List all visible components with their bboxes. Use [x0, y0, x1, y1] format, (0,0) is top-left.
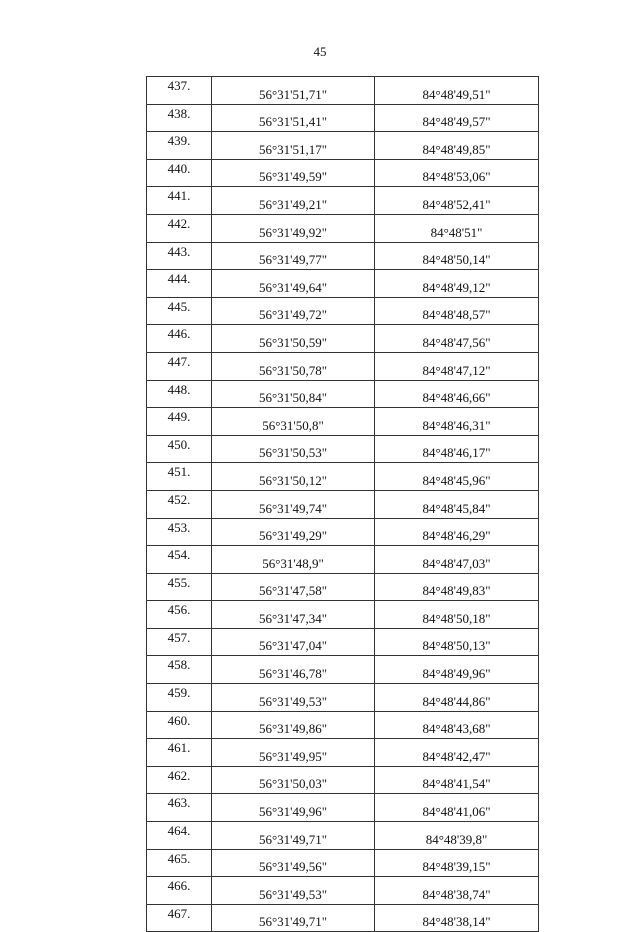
table-row	[147, 490, 539, 518]
latitude-cell: 56°31'46,78"	[212, 656, 375, 684]
table-row	[147, 573, 539, 601]
point-number-cell: 467.	[147, 904, 212, 932]
latitude-cell: 56°31'51,41"	[212, 104, 375, 132]
longitude-cell: 84°48'50,14"	[375, 242, 539, 270]
latitude-cell: 56°31'47,58"	[212, 573, 375, 601]
table-row	[147, 77, 539, 105]
point-number-cell: 461.	[147, 739, 212, 767]
latitude-cell: 56°31'50,8"	[212, 408, 375, 436]
longitude-cell: 84°48'44,86"	[375, 684, 539, 712]
longitude-cell: 84°48'48,57"	[375, 297, 539, 325]
point-number-cell: 451.	[147, 463, 212, 491]
point-number-cell: 450.	[147, 435, 212, 463]
table-row	[147, 352, 539, 380]
point-number-cell: 440.	[147, 159, 212, 187]
latitude-cell: 56°31'49,53"	[212, 877, 375, 905]
point-number-cell: 448.	[147, 380, 212, 408]
latitude-cell: 56°31'49,64"	[212, 270, 375, 298]
longitude-cell: 84°48'46,17"	[375, 435, 539, 463]
point-number-cell: 465.	[147, 849, 212, 877]
page-number: 45	[313, 44, 327, 59]
table-row	[147, 380, 539, 408]
table-row	[147, 435, 539, 463]
longitude-cell: 84°48'49,57"	[375, 104, 539, 132]
point-number-cell: 438.	[147, 104, 212, 132]
table-row	[147, 159, 539, 187]
table-row	[147, 711, 539, 739]
longitude-cell: 84°48'42,47"	[375, 739, 539, 767]
table-row	[147, 656, 539, 684]
longitude-cell: 84°48'51"	[375, 214, 539, 242]
table-row	[147, 628, 539, 656]
longitude-cell: 84°48'41,54"	[375, 766, 539, 794]
point-number-cell: 459.	[147, 684, 212, 712]
table-row	[147, 518, 539, 546]
longitude-cell: 84°48'39,15"	[375, 849, 539, 877]
point-number-cell: 462.	[147, 766, 212, 794]
point-number-cell: 446.	[147, 325, 212, 353]
longitude-cell: 84°48'49,96"	[375, 656, 539, 684]
point-number-cell: 439.	[147, 132, 212, 160]
longitude-cell: 84°48'49,83"	[375, 573, 539, 601]
latitude-cell: 56°31'49,92"	[212, 214, 375, 242]
longitude-cell: 84°48'49,12"	[375, 270, 539, 298]
table-row	[147, 766, 539, 794]
table-row	[147, 214, 539, 242]
latitude-cell: 56°31'47,04"	[212, 628, 375, 656]
longitude-cell: 84°48'45,84"	[375, 490, 539, 518]
latitude-cell: 56°31'49,77"	[212, 242, 375, 270]
point-number-cell: 447.	[147, 352, 212, 380]
latitude-cell: 56°31'49,96"	[212, 794, 375, 822]
point-number-cell: 463.	[147, 794, 212, 822]
point-number-cell: 466.	[147, 877, 212, 905]
latitude-cell: 56°31'49,95"	[212, 739, 375, 767]
table-row	[147, 794, 539, 822]
table-row	[147, 904, 539, 932]
point-number-cell: 458.	[147, 656, 212, 684]
longitude-cell: 84°48'47,12"	[375, 352, 539, 380]
longitude-cell: 84°48'53,06"	[375, 159, 539, 187]
point-number-cell: 444.	[147, 270, 212, 298]
longitude-cell: 84°48'46,66"	[375, 380, 539, 408]
latitude-cell: 56°31'50,53"	[212, 435, 375, 463]
table-row	[147, 297, 539, 325]
point-number-cell: 445.	[147, 297, 212, 325]
latitude-cell: 56°31'50,84"	[212, 380, 375, 408]
point-number-cell: 437.	[147, 77, 212, 105]
latitude-cell: 56°31'49,59"	[212, 159, 375, 187]
latitude-cell: 56°31'48,9"	[212, 546, 375, 574]
longitude-cell: 84°48'46,29"	[375, 518, 539, 546]
longitude-cell: 84°48'52,41"	[375, 187, 539, 215]
longitude-cell: 84°48'49,51"	[375, 77, 539, 105]
point-number-cell: 453.	[147, 518, 212, 546]
latitude-cell: 56°31'47,34"	[212, 601, 375, 629]
table-row	[147, 408, 539, 436]
latitude-cell: 56°31'49,71"	[212, 822, 375, 850]
latitude-cell: 56°31'49,29"	[212, 518, 375, 546]
point-number-cell: 454.	[147, 546, 212, 574]
table-row	[147, 822, 539, 850]
table-row	[147, 104, 539, 132]
table-row	[147, 684, 539, 712]
latitude-cell: 56°31'49,21"	[212, 187, 375, 215]
table-row	[147, 877, 539, 905]
table-row	[147, 187, 539, 215]
latitude-cell: 56°31'49,53"	[212, 684, 375, 712]
point-number-cell: 449.	[147, 408, 212, 436]
latitude-cell: 56°31'49,56"	[212, 849, 375, 877]
longitude-cell: 84°48'39,8"	[375, 822, 539, 850]
coordinates-table-body	[147, 77, 539, 932]
point-number-cell: 456.	[147, 601, 212, 629]
point-number-cell: 443.	[147, 242, 212, 270]
longitude-cell: 84°48'45,96"	[375, 463, 539, 491]
latitude-cell: 56°31'50,12"	[212, 463, 375, 491]
table-row	[147, 325, 539, 353]
point-number-cell: 442.	[147, 214, 212, 242]
latitude-cell: 56°31'50,78"	[212, 352, 375, 380]
table-row	[147, 463, 539, 491]
longitude-cell: 84°48'38,14"	[375, 904, 539, 932]
point-number-cell: 460.	[147, 711, 212, 739]
longitude-cell: 84°48'50,18"	[375, 601, 539, 629]
latitude-cell: 56°31'50,59"	[212, 325, 375, 353]
longitude-cell: 84°48'43,68"	[375, 711, 539, 739]
longitude-cell: 84°48'50,13"	[375, 628, 539, 656]
table-row	[147, 242, 539, 270]
latitude-cell: 56°31'51,71"	[212, 77, 375, 105]
latitude-cell: 56°31'50,03"	[212, 766, 375, 794]
point-number-cell: 455.	[147, 573, 212, 601]
longitude-cell: 84°48'47,03"	[375, 546, 539, 574]
longitude-cell: 84°48'49,85"	[375, 132, 539, 160]
longitude-cell: 84°48'47,56"	[375, 325, 539, 353]
point-number-cell: 464.	[147, 822, 212, 850]
table-row	[147, 739, 539, 767]
longitude-cell: 84°48'38,74"	[375, 877, 539, 905]
point-number-cell: 457.	[147, 628, 212, 656]
latitude-cell: 56°31'49,72"	[212, 297, 375, 325]
table-row	[147, 270, 539, 298]
latitude-cell: 56°31'49,71"	[212, 904, 375, 932]
table-row	[147, 132, 539, 160]
latitude-cell: 56°31'49,74"	[212, 490, 375, 518]
longitude-cell: 84°48'46,31"	[375, 408, 539, 436]
longitude-cell: 84°48'41,06"	[375, 794, 539, 822]
coordinates-table	[146, 76, 539, 932]
table-row	[147, 849, 539, 877]
latitude-cell: 56°31'51,17"	[212, 132, 375, 160]
point-number-cell: 441.	[147, 187, 212, 215]
point-number-cell: 452.	[147, 490, 212, 518]
latitude-cell: 56°31'49,86"	[212, 711, 375, 739]
table-row	[147, 601, 539, 629]
table-row	[147, 546, 539, 574]
